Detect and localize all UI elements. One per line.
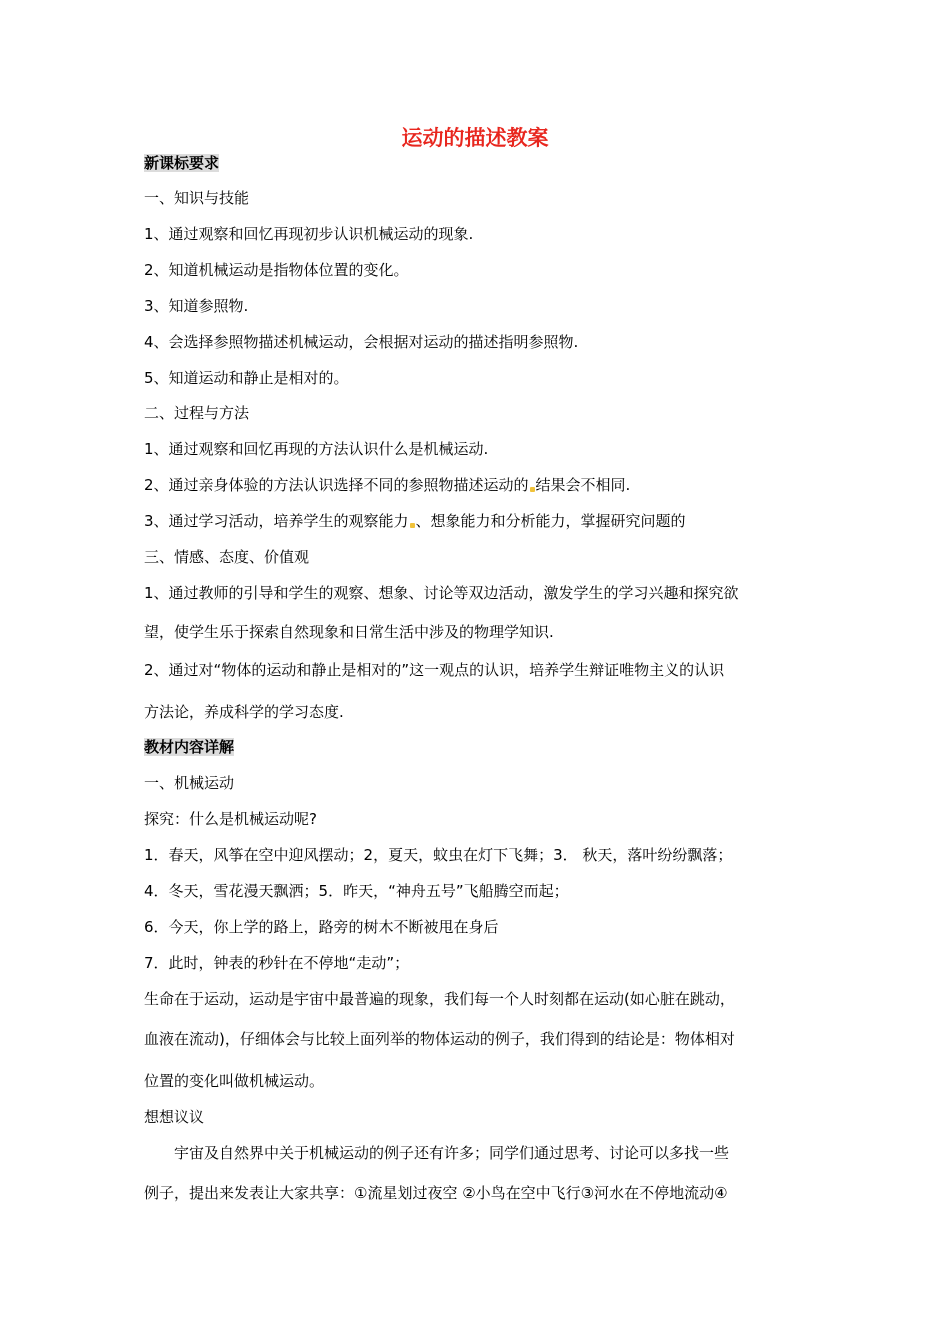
paragraph-line: 望，使学生乐于探索自然现象和日常生活中涉及的物理学知识. (144, 623, 554, 641)
paragraph-line: 2、知道机械运动是指物体位置的变化。 (144, 261, 409, 279)
paragraph-line: 3、知道参照物. (144, 297, 249, 315)
subheading-mechanical-motion: 一、机械运动 (144, 774, 235, 792)
paragraph-line: 宇宙及自然界中关于机械运动的例子还有许多；同学们通过思考、讨论可以多找一些 (174, 1144, 730, 1162)
paragraph-line: 5、知道运动和静止是相对的。 (144, 369, 349, 387)
subheading-process-method: 二、过程与方法 (144, 404, 250, 422)
paragraph-line: 3、通过学习活动，培养学生的观察能力 、想象能力和分析能力，掌握研究问题的 (144, 512, 686, 530)
paragraph-line: 7．此时，钟表的秒针在不停地“走动”； (144, 954, 410, 972)
page-title: 运动的描述教案 (401, 126, 549, 150)
paragraph-line: 1．春天，风筝在空中迎风摆动；2，夏天，蚊虫在灯下飞舞；3． 秋天，落叶纷纷飘落； (144, 846, 733, 864)
paragraph-line: 位置的变化叫做机械运动。 (144, 1072, 325, 1090)
paragraph-line: 1、通过观察和回忆再现初步认识机械运动的现象. (144, 225, 474, 243)
paragraph-line: 4．冬天，雪花漫天飘洒；5．昨天，“神舟五号”飞船腾空而起； (144, 882, 569, 900)
subheading-think-discuss: 想想议议 (144, 1108, 205, 1126)
subheading-emotion-values: 三、情感、态度、价值观 (144, 548, 310, 566)
paragraph-line: 6．今天，你上学的路上，路旁的树木不断被甩在身后 (144, 918, 499, 936)
section-heading-content: 教材内容详解 (144, 738, 235, 756)
paragraph-line: 方法论，养成科学的学习态度. (144, 703, 344, 721)
paragraph-line: 4、会选择参照物描述机械运动，会根据对运动的描述指明参照物. (144, 333, 579, 351)
paragraph-line: 2、通过对“物体的运动和静止是相对的”这一观点的认识，培养学生辩证唯物主义的认识 (144, 661, 725, 679)
paragraph-line: 2、通过亲身体验的方法认识选择不同的参照物描述运动的 结果会不相同. (144, 476, 631, 494)
paragraph-line: 生命在于运动，运动是宇宙中最普遍的现象，我们每一个人时刻都在运动(如心脏在跳动， (144, 990, 735, 1008)
paragraph-line: 探究：什么是机械运动呢? (144, 810, 317, 828)
highlight-mark (410, 523, 415, 528)
highlight-mark (530, 487, 535, 492)
subheading-knowledge-skills: 一、知识与技能 (144, 189, 250, 207)
paragraph-line: 例子，提出来发表让大家共享：①流星划过夜空 ②小鸟在空中飞行③河水在不停地流动④ (144, 1184, 728, 1202)
paragraph-line: 1、通过教师的引导和学生的观察、想象、讨论等双边活动，激发学生的学习兴趣和探究欲 (144, 584, 739, 602)
paragraph-line: 血液在流动)，仔细体会与比较上面列举的物体运动的例子，我们得到的结论是：物体相对 (144, 1030, 735, 1048)
section-heading-standards: 新课标要求 (144, 154, 220, 172)
paragraph-line: 1、通过观察和回忆再现的方法认识什么是机械运动. (144, 440, 489, 458)
